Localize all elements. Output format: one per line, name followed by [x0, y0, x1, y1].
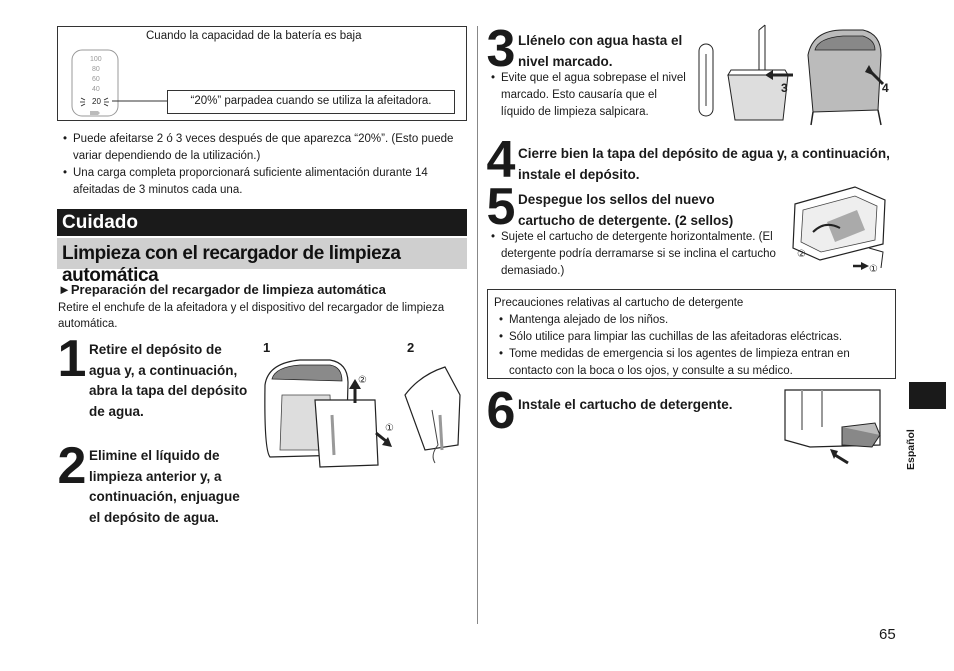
page-number: 65 [879, 626, 896, 643]
step-5-number: 5 [486, 178, 516, 236]
fig5-circ2: ② [797, 249, 806, 260]
language-tab [909, 382, 946, 409]
battery-note: “20%” parpadea cuando se utiliza la afeitadora. [167, 90, 455, 114]
battery-bullet-1: • Puede afeitarse 2 ó 3 veces después de que aparezca “20%”. (Esto puede variar dependiendo de la utilización.) [58, 131, 468, 165]
warning-title: Precauciones relativas al cartucho de detergente [494, 297, 744, 309]
tank-removal-illustration [260, 355, 470, 473]
battery-scale-20: 20 [92, 97, 101, 106]
fig1-circ1: ① [385, 423, 394, 434]
fig5-circ1: ① [869, 264, 878, 275]
battery-scale-60: 60 [92, 76, 100, 83]
step-4-number: 4 [486, 131, 516, 189]
step-4-text: Cierre bien la tapa del depósito de agua y, a continuación, instale el depósito. [518, 146, 890, 182]
detergent-warning-box [487, 289, 896, 379]
install-cartridge-illustration [780, 385, 890, 475]
step-5-text: Despegue los sellos del nuevo cartucho de detergente. (2 sellos) [518, 192, 734, 228]
section-header: Cuidado [57, 209, 467, 236]
step-2-text: Elimine el líquido de limpieza anterior y, a continuación, enjuague el depósito de agua. [89, 448, 240, 525]
battery-level-diagram [70, 48, 120, 118]
fig3-label3: 3 [781, 81, 788, 95]
language-label: Español [905, 429, 917, 470]
warning-bullets [494, 312, 889, 380]
step-6-text: Instale el cartucho de detergente. [518, 397, 733, 412]
battery-bullets [58, 131, 468, 199]
figure-label-1: 1 [263, 340, 271, 355]
section-subheader: Limpieza con el recargador de limpieza automática [57, 238, 467, 269]
fig1-circ2: ② [358, 375, 367, 386]
prep-text: Retire el enchufe de la afeitadora y el dispositivo del recargador de limpieza automática. [58, 302, 445, 330]
battery-box-title: Cuando la capacidad de la batería es baja [146, 30, 362, 42]
battery-bullet-2: • Una carga completa proporcionará suficiente alimentación durante 14 afeitadas de 3 minutos cada una. [58, 165, 468, 199]
warning-bullet-2: • Sólo utilice para limpiar las cuchillas de las afeitadoras eléctricas. [494, 329, 889, 346]
step-3-number: 3 [486, 20, 516, 78]
step-3-bullets [486, 70, 691, 121]
step-6-number: 6 [486, 382, 516, 440]
warning-bullet-1: • Mantenga alejado de los niños. [494, 312, 889, 329]
battery-callout-line [112, 95, 168, 107]
step-5-bullet: • Sujete el cartucho de detergente horizontalmente. (El detergente podría derramarse si se inclina el cartucho demasiado.) [486, 229, 786, 280]
fig3-label4: 4 [882, 81, 889, 95]
step-1-number: 1 [57, 330, 87, 388]
prep-heading: ►Preparación del recargador de limpieza automática [58, 282, 386, 297]
step-2-number: 2 [57, 437, 87, 495]
step-5-bullets [486, 229, 786, 280]
battery-scale-100: 100 [90, 56, 102, 63]
fill-water-illustration [693, 20, 895, 130]
step-1-text: Retire el depósito de agua y, a continuación, abra la tapa del depósito de agua. [89, 342, 248, 419]
battery-scale-40: 40 [92, 86, 100, 93]
column-divider [477, 26, 478, 624]
step-3-bullet: • Evite que el agua sobrepase el nivel marcado. Esto causaría que el líquido de limpieza salpicara. [486, 70, 691, 121]
peel-seals-illustration [785, 182, 895, 277]
step-3-text: Llénelo con agua hasta el nivel marcado. [518, 33, 683, 69]
warning-bullet-3: • Tome medidas de emergencia si los agentes de limpieza entran en contacto con la boca o los ojos, y consulte a su médico. [494, 346, 889, 380]
figure-label-2: 2 [407, 340, 415, 355]
battery-scale-80: 80 [92, 66, 100, 73]
